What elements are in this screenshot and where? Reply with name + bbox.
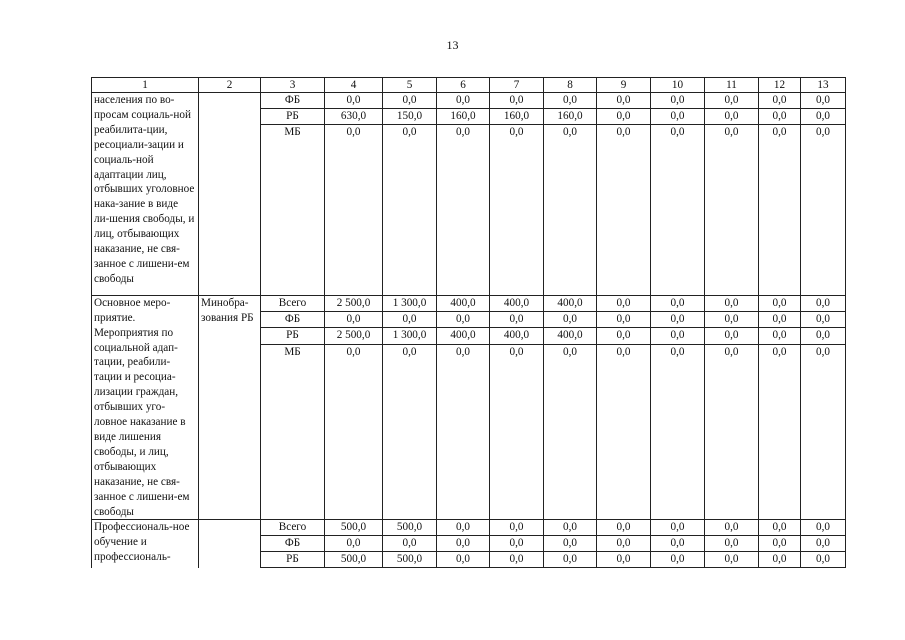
value-cell: 0,0: [437, 344, 490, 520]
value-cell: 0,0: [759, 344, 801, 520]
value-cell: 0,0: [490, 312, 544, 328]
value-cell: 500,0: [325, 552, 383, 568]
value-cell: 0,0: [490, 344, 544, 520]
header-cell: 8: [544, 78, 597, 93]
header-cell: 6: [437, 78, 490, 93]
value-cell: 0,0: [490, 124, 544, 295]
executor-cell: Минобра-зования РБ: [199, 295, 261, 520]
value-cell: 150,0: [383, 108, 437, 124]
value-cell: 0,0: [325, 93, 383, 109]
value-cell: 0,0: [801, 328, 846, 344]
executor-cell: [199, 93, 261, 296]
value-cell: 0,0: [651, 328, 705, 344]
value-cell: 500,0: [383, 552, 437, 568]
value-cell: 0,0: [544, 93, 597, 109]
header-cell: 13: [801, 78, 846, 93]
value-cell: 0,0: [597, 108, 651, 124]
value-cell: 0,0: [383, 93, 437, 109]
value-cell: 0,0: [705, 328, 759, 344]
value-cell: 0,0: [597, 295, 651, 311]
value-cell: 0,0: [801, 312, 846, 328]
value-cell: 0,0: [705, 295, 759, 311]
value-cell: 0,0: [705, 344, 759, 520]
value-cell: 0,0: [597, 312, 651, 328]
value-cell: 0,0: [651, 124, 705, 295]
header-cell: 4: [325, 78, 383, 93]
funding-source: Всего: [261, 520, 325, 536]
value-cell: 0,0: [651, 312, 705, 328]
value-cell: 0,0: [597, 536, 651, 552]
value-cell: 0,0: [651, 536, 705, 552]
value-cell: 0,0: [437, 93, 490, 109]
value-cell: 0,0: [544, 552, 597, 568]
table-row: [92, 295, 846, 311]
value-cell: 0,0: [597, 124, 651, 295]
executor-cell: [199, 520, 261, 568]
value-cell: 0,0: [437, 124, 490, 295]
value-cell: 0,0: [437, 520, 490, 536]
value-cell: 0,0: [801, 93, 846, 109]
value-cell: 0,0: [705, 552, 759, 568]
value-cell: 0,0: [651, 108, 705, 124]
funding-table: [91, 77, 846, 568]
value-cell: 0,0: [759, 520, 801, 536]
funding-source: МБ: [261, 124, 325, 295]
value-cell: 0,0: [490, 93, 544, 109]
value-cell: 0,0: [759, 312, 801, 328]
value-cell: 0,0: [801, 124, 846, 295]
value-cell: 400,0: [437, 295, 490, 311]
value-cell: 400,0: [544, 328, 597, 344]
value-cell: 0,0: [325, 344, 383, 520]
value-cell: 0,0: [801, 520, 846, 536]
value-cell: 2 500,0: [325, 328, 383, 344]
header-cell: 5: [383, 78, 437, 93]
value-cell: 0,0: [383, 312, 437, 328]
measure-description: Профессиональ-ное обучение и профессиональ-: [92, 520, 199, 568]
funding-source: РБ: [261, 552, 325, 568]
header-cell: 3: [261, 78, 325, 93]
value-cell: 0,0: [759, 328, 801, 344]
value-cell: 0,0: [705, 312, 759, 328]
value-cell: 0,0: [597, 344, 651, 520]
value-cell: 0,0: [759, 536, 801, 552]
header-cell: 10: [651, 78, 705, 93]
value-cell: 0,0: [705, 124, 759, 295]
value-cell: 0,0: [544, 536, 597, 552]
header-row: [92, 78, 846, 93]
value-cell: 0,0: [651, 552, 705, 568]
value-cell: 0,0: [544, 344, 597, 520]
value-cell: 1 300,0: [383, 328, 437, 344]
value-cell: 160,0: [544, 108, 597, 124]
value-cell: 630,0: [325, 108, 383, 124]
header-cell: 11: [705, 78, 759, 93]
value-cell: 0,0: [759, 124, 801, 295]
value-cell: 0,0: [597, 552, 651, 568]
value-cell: 400,0: [490, 328, 544, 344]
funding-source: ФБ: [261, 536, 325, 552]
value-cell: 0,0: [801, 344, 846, 520]
value-cell: 0,0: [705, 536, 759, 552]
value-cell: 0,0: [705, 108, 759, 124]
value-cell: 0,0: [325, 312, 383, 328]
value-cell: 0,0: [801, 536, 846, 552]
header-cell: 12: [759, 78, 801, 93]
measure-description: Основное меро-приятие. Мероприятия по социальной адап-тации, реабили-тации и ресоциа-лизации граждан, отбывших уго-ловное наказание в виде лишения свободы, и лиц, отбывающих наказание, не свя-занное с лишени-ем свободы: [92, 295, 199, 520]
value-cell: 0,0: [490, 520, 544, 536]
value-cell: 0,0: [801, 108, 846, 124]
value-cell: 500,0: [383, 520, 437, 536]
funding-source: РБ: [261, 108, 325, 124]
value-cell: 0,0: [383, 124, 437, 295]
value-cell: 0,0: [544, 312, 597, 328]
value-cell: 160,0: [490, 108, 544, 124]
value-cell: 500,0: [325, 520, 383, 536]
value-cell: 400,0: [544, 295, 597, 311]
value-cell: 0,0: [383, 344, 437, 520]
value-cell: 0,0: [437, 552, 490, 568]
table-row: [92, 93, 846, 109]
value-cell: 0,0: [801, 552, 846, 568]
value-cell: 0,0: [705, 520, 759, 536]
value-cell: 0,0: [801, 295, 846, 311]
value-cell: 1 300,0: [383, 295, 437, 311]
value-cell: 400,0: [490, 295, 544, 311]
value-cell: 0,0: [437, 536, 490, 552]
value-cell: 0,0: [651, 93, 705, 109]
value-cell: 0,0: [597, 520, 651, 536]
measure-description: населения по во-просам социаль-ной реабилита-ции, ресоциали-зации и социаль-ной адаптации лиц, отбывших уголовное нака-зание в виде ли-шения свободы, и лиц, отбывающих наказание, не свя-занное с лишени-ем свободы: [92, 93, 199, 296]
funding-source: МБ: [261, 344, 325, 520]
value-cell: 0,0: [759, 552, 801, 568]
value-cell: 0,0: [544, 124, 597, 295]
header-cell: 7: [490, 78, 544, 93]
value-cell: 0,0: [490, 536, 544, 552]
value-cell: 0,0: [705, 93, 759, 109]
funding-source: ФБ: [261, 312, 325, 328]
value-cell: 400,0: [437, 328, 490, 344]
value-cell: 0,0: [597, 93, 651, 109]
table-row: [92, 520, 846, 536]
header-cell: 2: [199, 78, 261, 93]
header-cell: 9: [597, 78, 651, 93]
value-cell: 0,0: [325, 124, 383, 295]
header-cell: 1: [92, 78, 199, 93]
value-cell: 160,0: [437, 108, 490, 124]
value-cell: 0,0: [651, 295, 705, 311]
value-cell: 0,0: [544, 520, 597, 536]
value-cell: 2 500,0: [325, 295, 383, 311]
page-number: 13: [446, 38, 459, 52]
value-cell: 0,0: [759, 108, 801, 124]
funding-source: Всего: [261, 295, 325, 311]
value-cell: 0,0: [437, 312, 490, 328]
value-cell: 0,0: [490, 552, 544, 568]
value-cell: 0,0: [651, 520, 705, 536]
value-cell: 0,0: [325, 536, 383, 552]
value-cell: 0,0: [759, 295, 801, 311]
value-cell: 0,0: [651, 344, 705, 520]
funding-source: РБ: [261, 328, 325, 344]
funding-source: ФБ: [261, 93, 325, 109]
value-cell: 0,0: [759, 93, 801, 109]
value-cell: 0,0: [597, 328, 651, 344]
value-cell: 0,0: [383, 536, 437, 552]
